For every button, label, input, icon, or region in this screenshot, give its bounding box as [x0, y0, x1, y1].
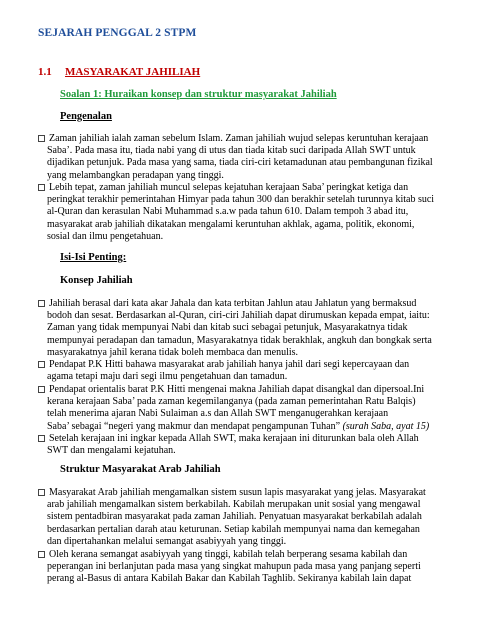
- paragraph-line: masyarakatnya jahil kerana tidak boleh membaca dan menulis.: [47, 346, 299, 358]
- heading-pengenalan: Pengenalan: [60, 111, 112, 122]
- paragraph-line: Saba’ sebagai “negeri yang makmur dan mendapat pengampunan Tuhan”: [47, 420, 341, 432]
- paragraph-7: [38, 487, 452, 548]
- section-heading: [38, 66, 200, 78]
- paragraph-line: Saba’. Pada masa itu, tiada nabi yang di utus dan tiada kitab suci daripada Allah SWT untuk: [47, 145, 416, 157]
- bullet-icon: [38, 489, 45, 496]
- paragraph-line: dijadikan petunjuk. Pada masa yang sama, tiada ciri-ciri ketamadunan atau pembangunan fizikal: [47, 157, 433, 169]
- paragraph-line: sosial dan ilmu pengetahuan.: [47, 230, 164, 242]
- paragraph-line: telah menerima ajaran Nabi Sulaiman a.s dan Allah SWT menganugerahkan kerajaan: [47, 408, 389, 420]
- paragraph-line: Pendapat P.K Hitti bahawa masyarakat arab jahiliah hanya jahil dari segi kepercayaan dan: [49, 359, 410, 370]
- paragraph-line: peringkat terakhir pemerintahan Himyar pada tahun 300 dan berakhir setelah turunnya kitab suci: [47, 194, 435, 206]
- bullet-icon: [38, 184, 45, 191]
- paragraph-2: [38, 182, 452, 243]
- paragraph-8: [38, 549, 452, 586]
- bullet-icon: [38, 361, 45, 368]
- question-heading: Soalan 1: Huraikan konsep dan struktur masyarakat Jahiliah: [60, 89, 337, 100]
- paragraph-1: [38, 133, 452, 182]
- paragraph-line: Masyarakat Arab jahiliah mengamalkan sistem susun lapis masyarakat yang jelas. Masyarakat: [49, 487, 426, 498]
- citation: (surah Saba, ayat 15): [342, 420, 430, 432]
- heading-konsep: Konsep Jahiliah: [60, 275, 133, 286]
- paragraph-5: [38, 384, 452, 433]
- paragraph-line: Zaman yang tidak mempunyai Nabi dan kitab suci sebagai petunjuk, Masyarakatnya tidak: [47, 322, 408, 334]
- paragraph-line: Zaman jahiliah ialah zaman sebelum Islam. Zaman jahiliah wujud selepas keruntuhan kerajaan: [49, 133, 429, 144]
- section-number: 1.1: [38, 66, 52, 78]
- paragraph-line: Setelah kerajaan ini ingkar kepada Allah SWT, maka kerajaan ini diturunkan bala oleh Allah: [49, 433, 419, 444]
- paragraph-line: Pendapat orientalis barat P.K Hitti mengenai makna Jahiliah dapat disangkal dan dipersoal.Ini: [49, 384, 425, 395]
- paragraph-line: mempunyai peradapan dan tamadun, Masyarakatnya tidak berakhlak, angkuh dan bongkak serta: [47, 334, 432, 346]
- paragraph-line: Oleh kerana semangat asabiyyah yang tinggi, kabilah telah berperang sesama kabilah dan: [49, 549, 408, 560]
- paragraph-line: agama tetapi maju dari segi ilmu pengetahuan dan tamadun.: [47, 371, 288, 383]
- paragraph-line: sistem pentadbiran masyarakat pada zaman Jahiliah. Penyatuan masyarakat berkabilah adalah: [47, 511, 422, 523]
- paragraph-line: al-Quran dan kerasulan Nabi Muhammad s.a.w pada tahun 610. Dalam tempoh 3 abad itu,: [47, 206, 409, 218]
- heading-struktur: Struktur Masyarakat Arab Jahiliah: [60, 464, 221, 475]
- heading-isi-penting: Isi-Isi Penting:: [60, 252, 127, 263]
- paragraph-line: dan dipertahankan melalui semangat asabiyyah yang tinggi.: [47, 535, 287, 547]
- paragraph-line: bodoh dan sesat. Berdasarkan al-Quran, ciri-ciri Jahiliah dapat dirumuskan kepada empat, iaitu:: [47, 310, 430, 322]
- paragraph-line: perang al-Basus di antara Kabilah Bakar dan Kabilah Taghlib. Sekiranya kabilah lain dapat: [47, 573, 412, 585]
- paragraph-line: berdasarkan pertalian darah atau keturunan. Setiap kabilah mempunyai nama dan kemegahan: [47, 523, 420, 535]
- bullet-icon: [38, 300, 45, 307]
- bullet-icon: [38, 435, 45, 442]
- paragraph-3: [38, 298, 452, 359]
- paragraph-line: kerana kerajaan Saba’ pada zaman kegemilanganya (pada zaman pemerintahan Ratu Balqis): [47, 396, 416, 408]
- bullet-icon: [38, 386, 45, 393]
- paragraph-line: Lebih tepat, zaman jahiliah muncul selepas kejatuhan kerajaan Saba’ peringkat ketiga dan: [49, 182, 409, 193]
- document-title: SEJARAH PENGGAL 2 STPM: [38, 27, 197, 39]
- paragraph-4: [38, 359, 452, 383]
- bullet-icon: [38, 135, 45, 142]
- paragraph-line: yang melambangkan peradapan yang tinggi.: [47, 169, 224, 181]
- section-title: MASYARAKAT JAHILIAH: [65, 66, 201, 78]
- paragraph-line: arab jahiliah mengamalkan sistem berkabilah. Kabilah merupakan unit sosial yang mengawal: [47, 499, 421, 511]
- paragraph-line: SWT dan mengalami kejatuhan.: [47, 445, 176, 457]
- paragraph-line: peperangan ini berlanjutan pada masa yang singkat mahupun pada masa yang panjang seperti: [47, 561, 421, 573]
- paragraph-line: masyarakat arab jahiliah dikatakan mengalami keruntuhan akhlak, agama, politik, ekonomi,: [47, 218, 415, 230]
- paragraph-line: Jahiliah berasal dari kata akar Jahala dan kata terbitan Jahlun atau Jahlatun yang bermaksud: [49, 298, 417, 309]
- bullet-icon: [38, 551, 45, 558]
- paragraph-6: [38, 433, 452, 457]
